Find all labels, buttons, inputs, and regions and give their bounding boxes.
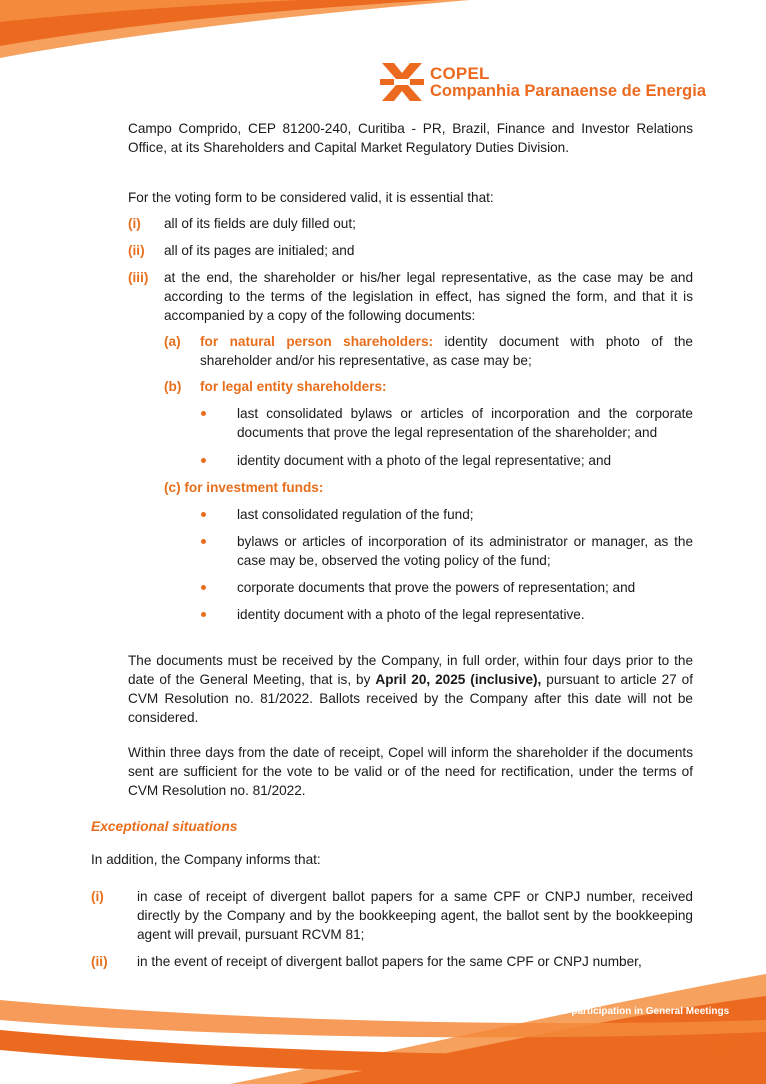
sub-a-marker: (a) [164,334,181,349]
address-paragraph: Campo Comprido, CEP 81200-240, Curitiba - PR, Brazil, Finance and Investor Relations Office, at its Shareholders and Capital Market Regulatory Duties Division. [128,121,693,155]
sub-b-bullet: last consolidated bylaws or articles of incorporation and the corporate documents that prove the legal representation of the shareholder; and [237,406,693,440]
exceptional-intro: In addition, the Company informs that: [91,852,321,867]
company-name: Companhia Paranaense de Energia [430,82,707,100]
requirement-marker: (iii) [128,270,149,285]
exceptional-item: in the event of receipt of divergent ballot papers for the same CPF or CNPJ number, [137,954,642,969]
exceptional-item: in case of receipt of divergent ballot papers for a same CPF or CNPJ number, received directly by the Company and by the bookkeeping agent, the ballot sent by the bookkeeping agent will prevail, pursuant RCVM 81; [137,889,693,942]
deadline-date: April 20, 2025 (inclusive), [375,672,542,687]
footer-manual-title: Manual for participation in General Meetings [518,1006,730,1017]
deadline-text-before: The documents must be received by the Company, in full order, within four days prior to the date of the General Meeting, that is, by [128,653,693,687]
requirement-marker: (ii) [128,243,145,258]
requirement-item: all of its fields are duly filled out; [164,216,356,231]
sub-b-marker: (b) [164,379,182,394]
footer-swoosh [0,960,766,1084]
bullet-dot [201,512,206,517]
deadline-text-after: pursuant to article 27 of CVM Resolution no. 81/2022. Ballots received by the Company after this date will not be considered. [128,672,693,725]
sub-b-bullet: identity document with a photo of the legal representative; and [237,453,612,468]
bullet-dot [201,411,206,416]
sub-a-label: for natural person shareholders: [200,334,434,349]
requirement-item: all of its pages are initialed; and [164,243,355,258]
deadline-paragraph [128,651,693,727]
sub-b-label: for legal entity shareholders: [200,379,387,394]
bullet-dot [201,585,206,590]
voting-form-intro: For the voting form to be considered valid, it is essential that: [128,190,494,205]
sub-c-bullet: last consolidated regulation of the fund; [237,507,474,522]
sub-a-item [200,332,693,370]
copel-logo-icon [380,61,424,103]
exceptional-marker: (ii) [91,954,108,969]
sub-c-bullet: corporate documents that prove the powers of representation; and [237,580,636,595]
logo-name: COPEL [430,64,490,83]
bullet-dot [201,539,206,544]
section-title: Exceptional situations [91,819,238,834]
bullet-dot [201,458,206,463]
sub-c-bullet: identity document with a photo of the legal representative. [237,607,585,622]
page-number: 5/28 [713,1042,733,1053]
sub-a-text: identity document with photo of the shareholder and/or his representative, as case may be; [200,334,693,368]
requirement-marker: (i) [128,216,141,231]
bullet-dot [201,612,206,617]
requirement-item: at the end, the shareholder or his/her legal representative, as the case may be and according to the terms of the legislation in effect, has signed the form, and that it is accompanied by a copy of the following documents: [164,270,693,323]
header-swoosh [0,0,766,60]
sub-c-label: (c) for investment funds: [164,480,324,495]
receipt-paragraph: Within three days from the date of receipt, Copel will inform the shareholder if the documents sent are sufficient for the vote to be valid or of the need for rectification, under the terms of CVM Resolution no. 81/2022. [128,745,693,798]
exceptional-marker: (i) [91,889,104,904]
sub-c-bullet: bylaws or articles of incorporation of its administrator or manager, as the case may be, observed the voting policy of the fund; [237,534,693,568]
company-logo [380,61,707,105]
